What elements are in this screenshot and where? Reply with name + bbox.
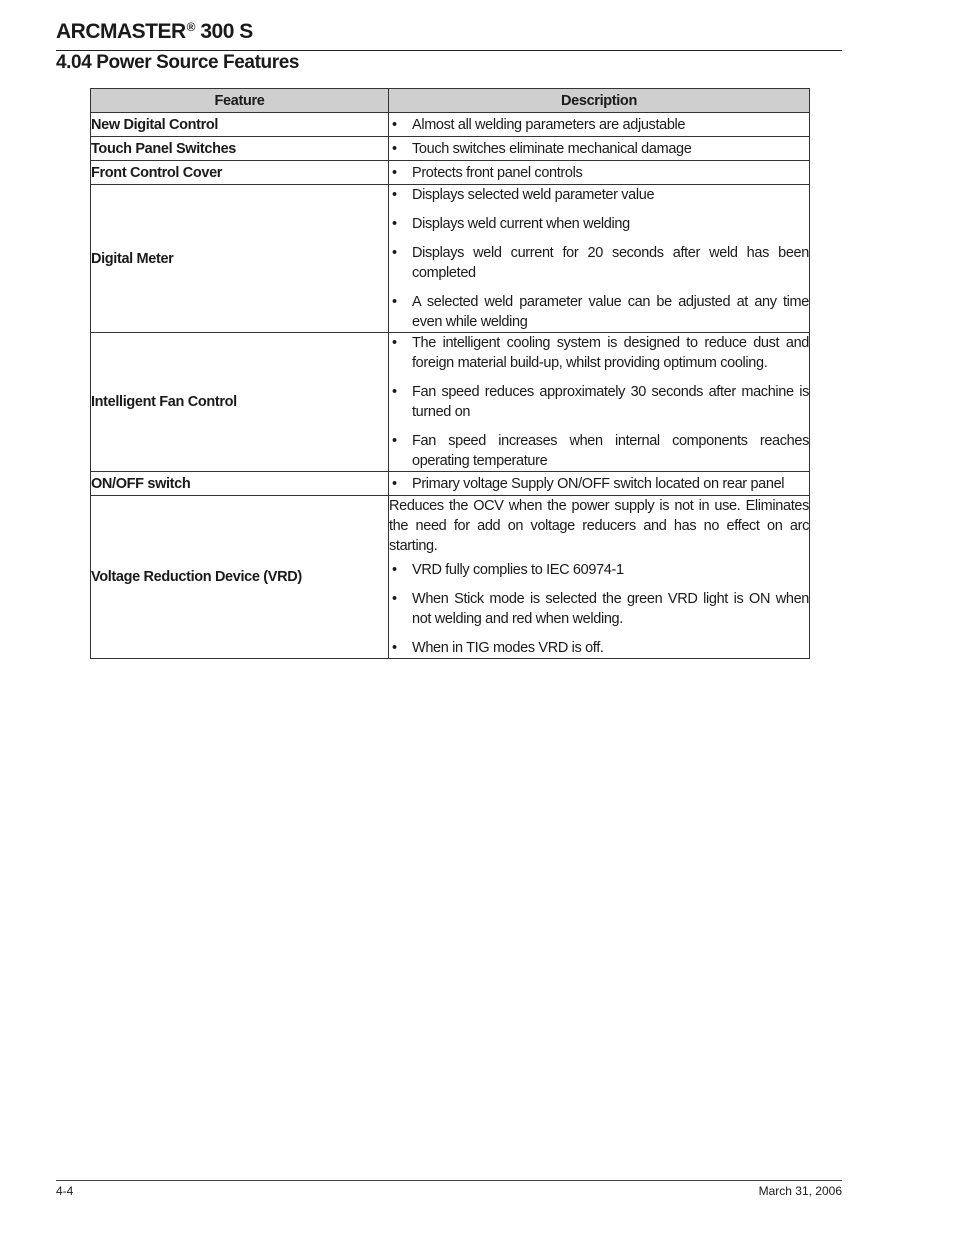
feature-cell: Digital Meter (91, 185, 389, 333)
description-cell (389, 472, 810, 496)
footer-rule (56, 1180, 842, 1181)
document-title (56, 20, 253, 44)
feature-cell: New Digital Control (91, 113, 389, 137)
bullet-item: • Displays weld current for 20 seconds after weld has been completed (389, 243, 809, 283)
bullet-item: • VRD fully complies to IEC 60974-1 (389, 560, 809, 580)
table-row (91, 185, 810, 333)
table-row (91, 137, 810, 161)
registered-mark: ® (186, 20, 196, 34)
description-cell (389, 137, 810, 161)
table-row (91, 161, 810, 185)
table-header-row (91, 89, 810, 113)
table-row (91, 333, 810, 472)
brand-name: ARCMASTER (56, 20, 186, 43)
description-cell (389, 113, 810, 137)
feature-cell: Front Control Cover (91, 161, 389, 185)
bullet-item: • When in TIG modes VRD is off. (389, 638, 809, 658)
bullet-item: • A selected weld parameter value can be adjusted at any time even while welding (389, 292, 809, 332)
table-row (91, 113, 810, 137)
column-header-feature: Feature (91, 89, 389, 113)
page-date: March 31, 2006 (758, 1184, 842, 1198)
vrd-intro-text: Reduces the OCV when the power supply is not in use. Eliminates the need for add on voltage reducers and has no effect on arc starting. (389, 498, 809, 554)
model-name: 300 S (200, 20, 253, 43)
description-cell (389, 333, 810, 472)
bullet-item: • Primary voltage Supply ON/OFF switch located on rear panel (389, 474, 809, 494)
column-header-description: Description (389, 89, 810, 113)
page-number: 4-4 (56, 1184, 74, 1198)
feature-cell: Voltage Reduction Device (VRD) (91, 496, 389, 659)
table-row (91, 472, 810, 496)
bullet-item: • Displays weld current when welding (389, 214, 809, 234)
section-title: 4.04 Power Source Features (56, 52, 300, 73)
bullet-item: • Displays selected weld parameter value (389, 185, 809, 205)
title-rule (56, 50, 842, 51)
feature-cell: Intelligent Fan Control (91, 333, 389, 472)
bullet-item: • Protects front panel controls (389, 163, 809, 183)
bullet-item: • When Stick mode is selected the green VRD light is ON when not welding and red when welding. (389, 589, 809, 629)
features-table (90, 88, 810, 659)
feature-cell: Touch Panel Switches (91, 137, 389, 161)
bullet-item: • The intelligent cooling system is designed to reduce dust and foreign material build-up, whilst providing optimum cooling. (389, 333, 809, 373)
feature-cell: ON/OFF switch (91, 472, 389, 496)
description-cell (389, 496, 810, 659)
bullet-item: • Almost all welding parameters are adjustable (389, 115, 809, 135)
bullet-item: • Touch switches eliminate mechanical damage (389, 139, 809, 159)
description-cell (389, 185, 810, 333)
description-cell (389, 161, 810, 185)
bullet-item: • Fan speed increases when internal components reaches operating temperature (389, 431, 809, 471)
bullet-item: • Fan speed reduces approximately 30 seconds after machine is turned on (389, 382, 809, 422)
table-row (91, 496, 810, 659)
